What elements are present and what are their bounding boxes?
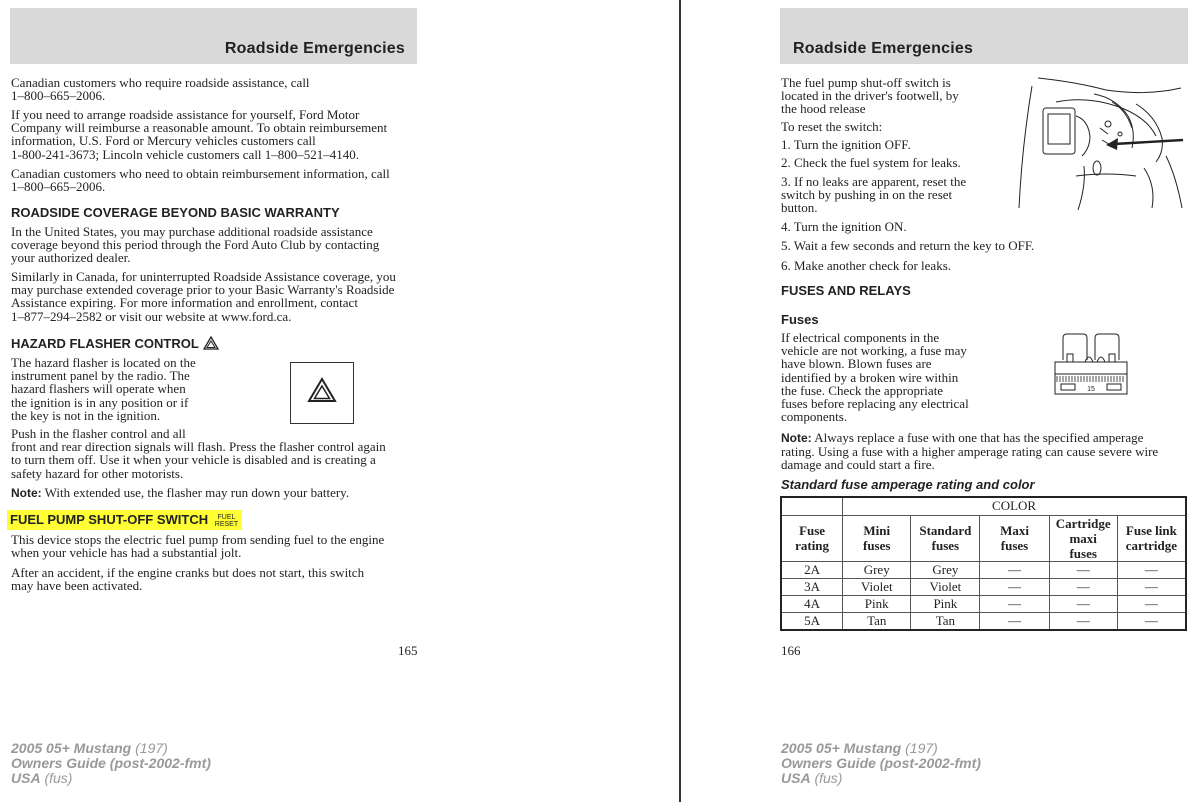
right-page-number: 166 bbox=[781, 643, 801, 658]
heading-roadside-coverage: ROADSIDE COVERAGE BEYOND BASIC WARRANTY bbox=[11, 205, 340, 220]
left-footer-model-code: (197) bbox=[131, 740, 168, 756]
left-paragraph-us-coverage: In the United States, you may purchase additional roadside assistance coverage beyond this period through the Ford Auto Club by contacting your authorized dealer. bbox=[11, 224, 380, 266]
right-note-text: Always replace a fuse with one that has the specified amperage rating. Using a fuse with a higher amperage rating can cause severe wire damage and could start a fire. bbox=[781, 430, 1159, 473]
right-note bbox=[781, 431, 1191, 472]
left-paragraph-flasher-control: Push in the flasher control and all front and rear direction signals will flash. Press the flasher control again to turn them off. Use it when your vehicle is disabled and is creating a safety hazard for other motorists. bbox=[11, 426, 386, 481]
right-step-5: 5. Wait a few seconds and return the key to OFF. bbox=[781, 238, 1035, 253]
table-cell: Violet bbox=[911, 578, 980, 595]
left-paragraph-fuel-pump-purpose: This device stops the electric fuel pump from sending fuel to the engine when your vehicle has had a substantial jolt. bbox=[11, 532, 385, 561]
fuse-table-header-maxi: Maxi fuses bbox=[980, 515, 1049, 561]
fuse-table-color-header: COLOR bbox=[843, 497, 1186, 515]
heading-fuel-pump-text: FUEL PUMP SHUT-OFF SWITCH bbox=[10, 512, 209, 527]
right-paragraph-blown-fuses: If electrical components in the vehicle are not working, a fuse may have blown. Blown fuses are identified by a broken wire within the fuse. Check the appropriate fuses before replacing any electrical components. bbox=[781, 330, 969, 425]
left-paragraph-canada-assistance: Canadian customers who require roadside assistance, call 1–800–665–2006. bbox=[11, 75, 310, 104]
left-paragraph-reimbursement: If you need to arrange roadside assistance for yourself, Ford Motor Company will reimburse a reasonable amount. To obtain reimbursement information, U.S. Ford or Mercury vehicles customers call 1-800-241-3673; Lincoln vehicle customers call 1–800–521–4140. bbox=[11, 107, 388, 162]
table-cell: — bbox=[980, 561, 1049, 578]
heading-fuel-pump-switch bbox=[7, 510, 242, 530]
right-footer bbox=[781, 741, 981, 786]
fuse-amperage-table bbox=[780, 496, 1187, 631]
right-header-title: Roadside Emergencies bbox=[793, 40, 974, 57]
right-page bbox=[681, 0, 1199, 802]
right-note-label: Note: bbox=[781, 431, 812, 445]
hazard-triangle-icon bbox=[203, 336, 219, 350]
hazard-button-illustration bbox=[290, 362, 354, 424]
table-cell: — bbox=[1117, 612, 1186, 630]
right-step-3: 3. If no leaks are apparent, reset the switch by pushing in on the reset button. bbox=[781, 174, 967, 216]
left-footer-guide: Owners Guide (post-2002-fmt) bbox=[11, 755, 211, 771]
right-step-6: 6. Make another check for leaks. bbox=[781, 258, 952, 273]
table-cell: Grey bbox=[843, 561, 911, 578]
table-cell: — bbox=[980, 612, 1049, 630]
fuel-pump-switch-illustration bbox=[1016, 76, 1188, 211]
table-cell: Tan bbox=[843, 612, 911, 630]
right-step-2: 2. Check the fuel system for leaks. bbox=[781, 155, 961, 170]
table-row bbox=[781, 595, 1186, 612]
right-footer-model: 2005 05+ Mustang bbox=[781, 740, 902, 756]
right-footer-model-code: (197) bbox=[901, 740, 938, 756]
fuse-table-title: Standard fuse amperage rating and color bbox=[781, 477, 1035, 492]
right-footer-market-code: (fus) bbox=[810, 770, 843, 786]
fuel-reset-icon-line1: FUEL bbox=[217, 513, 236, 521]
left-note-label: Note: bbox=[11, 486, 42, 500]
table-cell: 2A bbox=[781, 561, 843, 578]
fuse-table-header-standard: Standard fuses bbox=[911, 515, 980, 561]
left-footer-model: 2005 05+ Mustang bbox=[11, 740, 132, 756]
left-page-number: 165 bbox=[398, 643, 418, 658]
fuse-illustration bbox=[1053, 332, 1129, 396]
table-cell: 3A bbox=[781, 578, 843, 595]
hazard-button-triangle-icon bbox=[291, 363, 353, 423]
table-cell: — bbox=[1117, 595, 1186, 612]
table-row bbox=[781, 561, 1186, 578]
right-step-1: 1. Turn the ignition OFF. bbox=[781, 137, 911, 152]
table-row bbox=[781, 578, 1186, 595]
fuse-table-header-rating: Fuse rating bbox=[781, 515, 843, 561]
left-paragraph-fuel-pump-accident: After an accident, if the engine cranks but does not start, this switch may have been activated. bbox=[11, 565, 365, 594]
fuel-reset-icon-line2: RESET bbox=[214, 520, 239, 528]
table-cell: — bbox=[980, 578, 1049, 595]
right-header-bar bbox=[780, 8, 1188, 64]
table-cell: 4A bbox=[781, 595, 843, 612]
table-cell: 5A bbox=[781, 612, 843, 630]
left-note-text: With extended use, the flasher may run down your battery. bbox=[41, 485, 350, 500]
table-cell: — bbox=[1049, 561, 1117, 578]
left-paragraph-canada-reimbursement: Canadian customers who need to obtain reimbursement information, call 1–800–665–2006. bbox=[11, 166, 390, 195]
heading-fuses: Fuses bbox=[781, 312, 819, 327]
heading-fuses-and-relays: FUSES AND RELAYS bbox=[781, 283, 911, 298]
table-cell: — bbox=[1049, 578, 1117, 595]
heading-hazard-flasher-text: HAZARD FLASHER CONTROL bbox=[11, 336, 199, 351]
fuse-illustration-label: 15 bbox=[1087, 386, 1095, 393]
table-cell: — bbox=[1117, 561, 1186, 578]
right-paragraph-switch-location: The fuel pump shut-off switch is located in the driver's footwell, by the hood release bbox=[781, 75, 959, 117]
table-cell: — bbox=[1049, 612, 1117, 630]
left-footer-market: USA bbox=[11, 770, 41, 786]
right-footer-market: USA bbox=[781, 770, 811, 786]
left-footer-market-code: (fus) bbox=[40, 770, 73, 786]
right-reset-intro: To reset the switch: bbox=[781, 119, 883, 134]
table-row bbox=[781, 612, 1186, 630]
right-step-4: 4. Turn the ignition ON. bbox=[781, 219, 907, 234]
left-note bbox=[11, 486, 421, 500]
left-paragraph-hazard-location: The hazard flasher is located on the instrument panel by the radio. The hazard flashers will operate when the ignition is in any position or if the key is not in the ignition. bbox=[11, 355, 196, 423]
table-cell: — bbox=[1049, 595, 1117, 612]
fuse-table-corner bbox=[781, 497, 843, 515]
left-header-title: Roadside Emergencies bbox=[224, 40, 405, 57]
table-cell: Violet bbox=[843, 578, 911, 595]
heading-hazard-flasher bbox=[11, 336, 219, 351]
fuel-reset-icon bbox=[215, 514, 238, 528]
table-cell: Tan bbox=[911, 612, 980, 630]
table-cell: Pink bbox=[911, 595, 980, 612]
right-footer-guide: Owners Guide (post-2002-fmt) bbox=[781, 755, 981, 771]
table-cell: Grey bbox=[911, 561, 980, 578]
left-paragraph-canada-coverage: Similarly in Canada, for uninterrupted Roadside Assistance coverage, you may purchase extended coverage prior to your Basic Warranty's Roadside Assistance expiring. For more information and enrollment, contact 1–877–294–2582 or visit our website at www.ford.ca. bbox=[11, 269, 396, 324]
table-cell: Pink bbox=[843, 595, 911, 612]
left-footer bbox=[11, 741, 211, 786]
fuse-table-header-fuse-link: Fuse link cartridge bbox=[1117, 515, 1186, 561]
left-header-bar bbox=[10, 8, 417, 64]
table-cell: — bbox=[1117, 578, 1186, 595]
fuse-table-header-mini: Mini fuses bbox=[843, 515, 911, 561]
fuse-table-header-cartridge-maxi: Cartridge maxi fuses bbox=[1049, 515, 1117, 561]
table-cell: — bbox=[980, 595, 1049, 612]
